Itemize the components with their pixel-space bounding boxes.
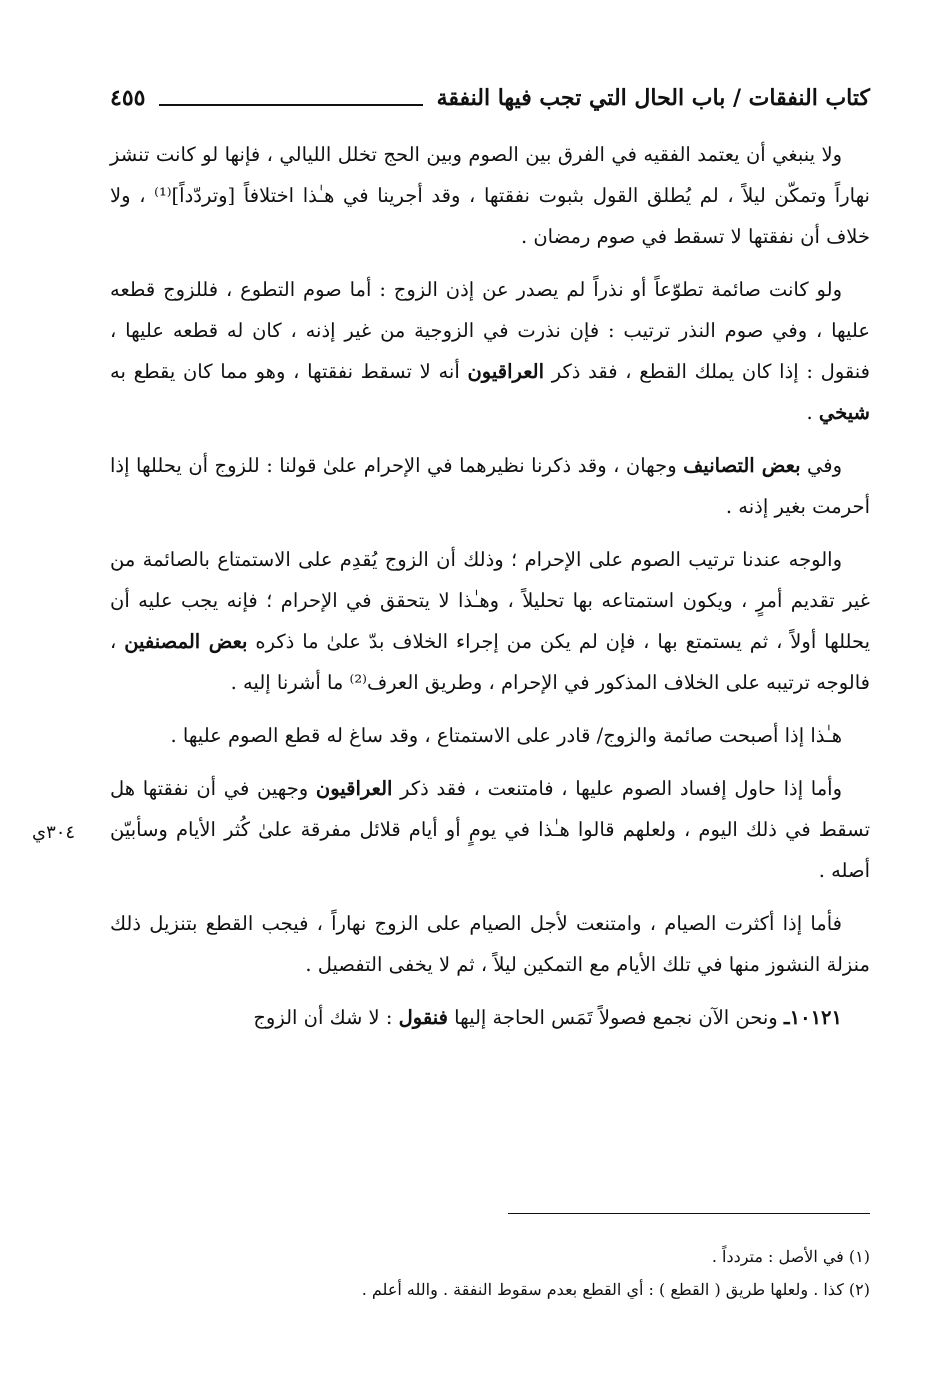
text-run: ونحن الآن نجمع فصولاً تَمَس الحاجة إليها: [447, 1006, 784, 1029]
header-rule: [159, 90, 422, 106]
footnote-item: (٢) كذا . ولعلها طريق ( القطع ) : أي القطع بعدم سقوط النفقة . والله أعلم .: [361, 1280, 870, 1299]
footnote-item: (١) في الأصل : متردداً .: [711, 1247, 870, 1266]
paragraph: [110, 539, 870, 703]
paragraph: [110, 903, 870, 985]
margin-note: ٣٠٤ي: [32, 822, 76, 843]
paragraph: [110, 997, 870, 1038]
text-run: وفي: [800, 454, 842, 477]
page-number: ٤٥٥: [110, 85, 146, 111]
bold-term: فنقول: [398, 1006, 448, 1029]
chapter-title: كتاب النفقات / باب الحال التي تجب فيها النفقة: [436, 85, 870, 111]
text-run: وأما إذا حاول إفساد الصوم عليها ، فامتنعت ، فقد ذكر: [392, 777, 842, 800]
text-run: .: [806, 401, 819, 424]
bold-term: بعض المصنفين: [124, 630, 248, 653]
footnote-rule: [508, 1213, 870, 1214]
main-text: [110, 134, 870, 1050]
text-run: هـٰذا إذا أصبحت صائمة والزوج/ قادر على الاستمتاع ، وقد ساغ له قطع الصوم عليها .: [170, 724, 842, 747]
bold-term: بعض التصانيف: [683, 454, 801, 477]
text-run: وجهان ، وقد ذكرنا نظيرهما في الإحرام علىٰ قولنا : للزوج أن يحللها إذا أحرمت بغير إذنه .: [110, 454, 870, 518]
running-header: [110, 78, 870, 118]
text-run: ، فالوجه ترتيبه على الخلاف المذكور في الإحرام ، وطريق العرف⁽²⁾ ما أشرنا إليه .: [110, 630, 870, 694]
text-run: والوجه عندنا ترتيب الصوم على الإحرام ؛ وذلك أن الزوج يُقدِم على الاستمتاع بالصائمة من غير تقديم أمرٍ ، ويكون استمتاعه بها تحليلاً ، وهـٰذا لا يتحقق في الإحرام ؛ فإنه يجب عليه أن يحللها أولاً ، ثم يستمتع بها ، فإن لم يكن من إجراء الخلاف بدّ علىٰ ما ذكره: [110, 548, 870, 653]
bold-term: العراقيون: [315, 777, 393, 800]
text-run: أنه لا تسقط نفقتها ، وهو مما كان يقطع به: [110, 360, 468, 383]
paragraph: [110, 269, 870, 433]
text-run: ولو كانت صائمة تطوّعاً أو نذراً لم يصدر عن إذن الزوج : أما صوم التطوع ، فللزوج قطعه عليها ، وفي صوم النذر ترتيب : فإن نذرت في الزوجية من غير إذنه ، كان له قطعه عليها ، فنقول : إذا كان يملك القطع ، فقد ذكر: [110, 278, 870, 383]
text-run: فأما إذا أكثرت الصيام ، وامتنعت لأجل الصيام على الزوج نهاراً ، فيجب القطع بتنزيل ذلك منزلة النشوز منها في تلك الأيام مع التمكين ليلاً ، ثم لا يخفى التفصيل .: [110, 912, 870, 976]
paragraph: [110, 715, 870, 756]
paragraph: [110, 134, 870, 257]
bold-term: ١٠١٢١ـ: [783, 1006, 842, 1029]
paragraph: [110, 768, 870, 891]
bold-term: شيخي: [818, 401, 870, 424]
text-run: : لا شك أن الزوج: [253, 1006, 399, 1029]
bold-term: العراقيون: [467, 360, 545, 383]
text-run: وجهين في أن نفقتها هل تسقط في ذلك اليوم ، ولعلهم قالوا هـٰذا في يومٍ أو أيام قلائل مفرقة علىٰ كُثر الأيام وسأبيّن أصله .: [110, 777, 870, 882]
text-run: ولا ينبغي أن يعتمد الفقيه في الفرق بين الصوم وبين الحج تخلل الليالي ، فإنها لو كانت تنشز نهاراً وتمكّن ليلاً ، لم يُطلق القول بثبوت نفقتها ، وقد أجرينا في هـٰذا اختلافاً [وتردّداً]⁽¹⁾ ، ولا خلاف أن نفقتها لا تسقط في صوم رمضان .: [110, 143, 870, 248]
footnotes: [110, 1240, 870, 1306]
paragraph: [110, 445, 870, 527]
